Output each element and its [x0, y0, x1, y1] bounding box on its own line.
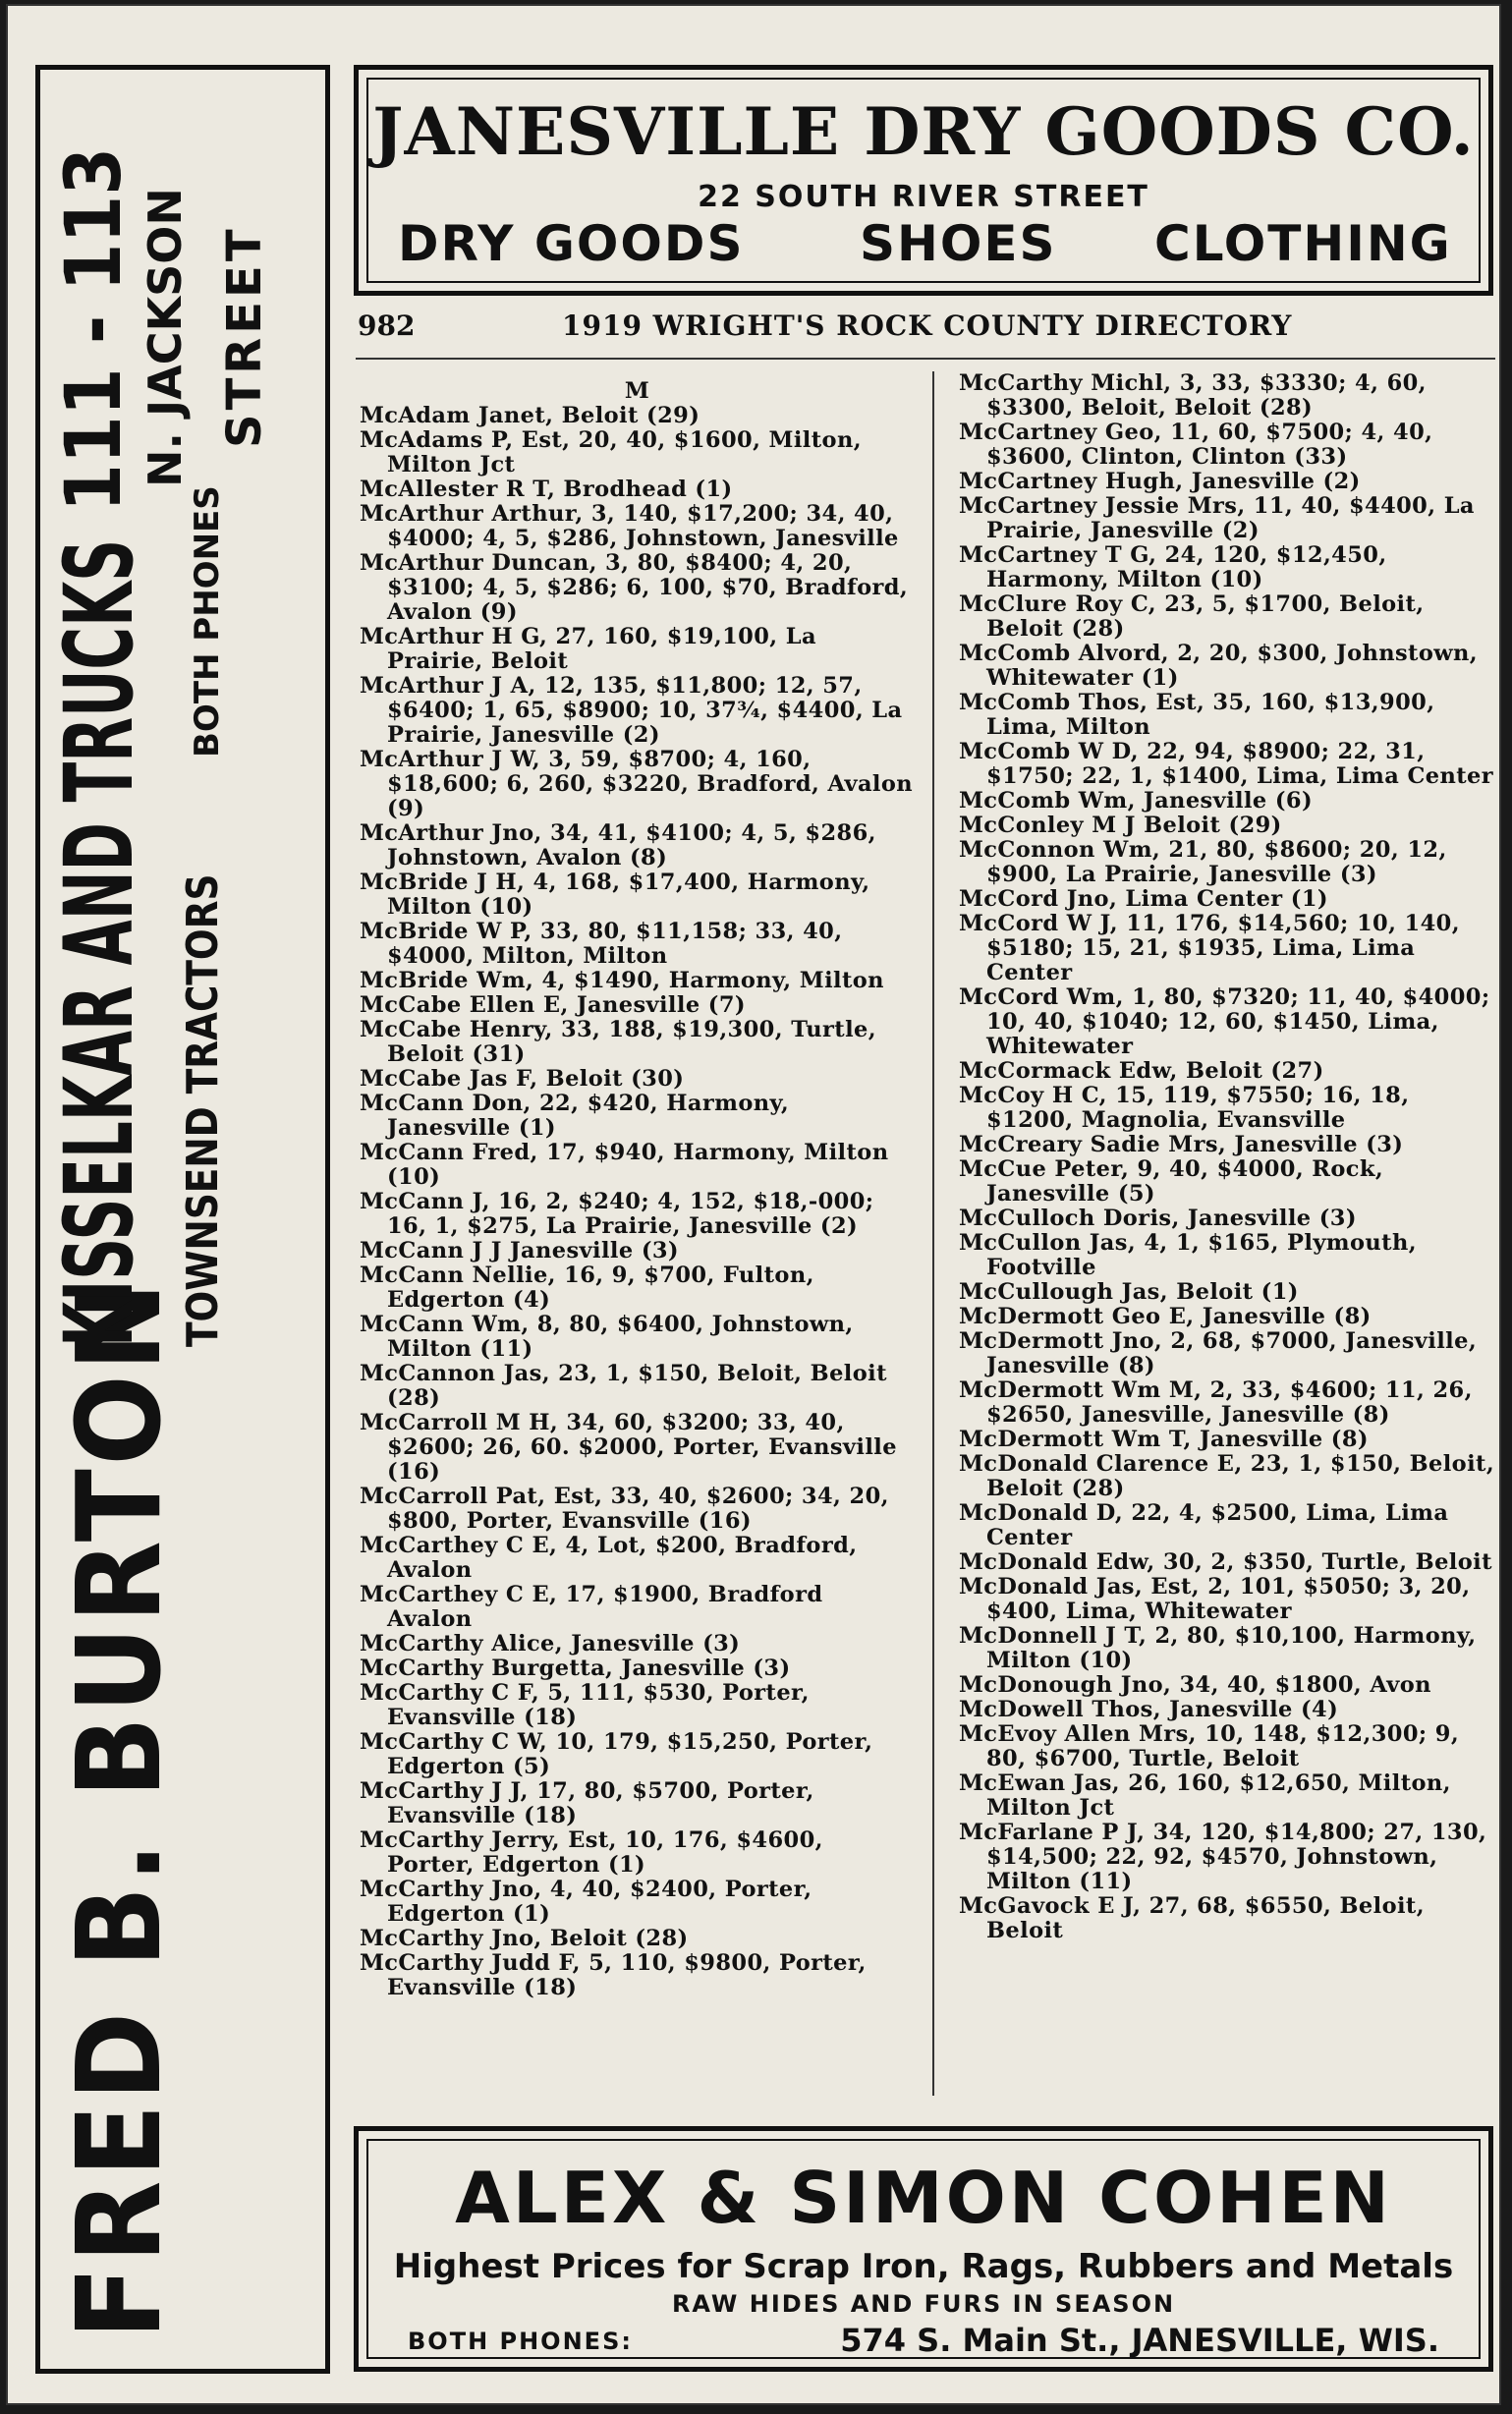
page-header: [356, 306, 1495, 349]
section-letter: M: [624, 378, 650, 404]
directory-entry: McCarthey C E, 4, Lot, $200, Bradford, Avalon: [360, 1533, 858, 1583]
directory-entry: McDermott Geo E, Janesville (8): [959, 1304, 1372, 1329]
directory-entry: McFarlane P J, 34, 120, $14,800; 27, 130, $14,500; 22, 92, $4570, Johnstown, Milton (11): [959, 1820, 1487, 1894]
top-ad-category-clothing: CLOTHING: [1154, 215, 1452, 272]
directory-entry: McBride J H, 4, 168, $17,400, Harmony, Milton (10): [360, 870, 870, 920]
directory-entry: McEvoy Allen Mrs, 10, 148, $12,300; 9, 80, $6700, Turtle, Beloit: [959, 1721, 1460, 1771]
directory-entry: McDowell Thos, Janesville (4): [959, 1697, 1339, 1722]
directory-entry: McConley M J Beloit (29): [959, 813, 1282, 838]
bottom-ad-season: RAW HIDES AND FURS IN SEASON: [671, 2290, 1176, 2318]
right-column: [959, 371, 1499, 1943]
header-rule: [356, 358, 1495, 360]
page-title: 1919 WRIGHT'S ROCK COUNTY DIRECTORY: [562, 309, 1293, 342]
bottom-ad-name: ALEX & SIMON COHEN: [455, 2157, 1392, 2239]
directory-entry: McCarthy Judd F, 5, 110, $9800, Porter, Evansville (18): [360, 1950, 867, 2000]
top-advertisement: [354, 65, 1493, 296]
directory-entry: McCarthy Jno, 4, 40, $2400, Porter, Edgerton (1): [360, 1877, 812, 1927]
directory-entry: McCartney Hugh, Janesville (2): [959, 469, 1361, 494]
directory-entry: McAdams P, Est, 20, 40, $1600, Milton, Milton Jct: [360, 427, 862, 477]
directory-entry: McCann Nellie, 16, 9, $700, Fulton, Edgerton (4): [360, 1263, 814, 1313]
directory-entry: McCarthey C E, 17, $1900, Bradford Avalon: [360, 1582, 823, 1632]
directory-entry: McCartney Jessie Mrs, 11, 40, $4400, La Prairie, Janesville (2): [959, 493, 1475, 543]
directory-entry: McBride Wm, 4, $1490, Harmony, Milton: [360, 968, 884, 993]
directory-page: [6, 4, 1501, 2405]
directory-entry: McDermott Wm T, Janesville (8): [959, 1427, 1369, 1452]
top-ad-category-shoes: SHOES: [860, 215, 1057, 272]
page-number: 982: [358, 309, 416, 342]
directory-entry: McDonald D, 22, 4, $2500, Lima, Lima Center: [959, 1500, 1449, 1550]
side-ad-rotated-content: [40, 70, 325, 2369]
directory-entry: McDonough Jno, 34, 40, $1800, Avon: [959, 1672, 1431, 1698]
bottom-ad-address: 574 S. Main St., JANESVILLE, WIS.: [840, 2322, 1439, 2359]
side-ad-street-name: N. JACKSON: [139, 188, 192, 487]
directory-entry: McCormack Edw, Beloit (27): [959, 1058, 1324, 1084]
directory-entry: McDermott Jno, 2, 68, $7000, Janesville, Janesville (8): [959, 1328, 1478, 1378]
top-ad-inner-border: [366, 78, 1481, 283]
directory-entry: McComb Wm, Janesville (6): [959, 788, 1314, 814]
directory-entry: McCarroll Pat, Est, 33, 40, $2600; 34, 20, $800, Porter, Evansville (16): [360, 1484, 889, 1534]
directory-entry: McCarthy Michl, 3, 33, $3330; 4, 60, $3300, Beloit, Beloit (28): [959, 370, 1427, 421]
directory-entry: McCartney T G, 24, 120, $12,450, Harmony, Milton (10): [959, 542, 1387, 592]
directory-entry: McComb W D, 22, 94, $8900; 22, 31, $1750; 22, 1, $1400, Lima, Lima Center: [959, 739, 1494, 789]
directory-entry: McEwan Jas, 26, 160, $12,650, Milton, Milton Jct: [959, 1770, 1451, 1821]
side-ad-product: KISSELKAR AND TRUCKS: [44, 538, 154, 1347]
directory-entry: McDonald Jas, Est, 2, 101, $5050; 3, 20, $400, Lima, Whitewater: [959, 1574, 1471, 1624]
directory-entry: McCarthy Alice, Janesville (3): [360, 1631, 741, 1656]
directory-entry: McDermott Wm M, 2, 33, $4600; 11, 26, $2650, Janesville, Janesville (8): [959, 1377, 1473, 1428]
directory-entry: McCord Wm, 1, 80, $7320; 11, 40, $4000; 10, 40, $1040; 12, 60, $1450, Lima, Whitewater: [959, 984, 1490, 1059]
directory-entry: McCabe Jas F, Beloit (30): [360, 1066, 685, 1092]
directory-entry: McCannon Jas, 23, 1, $150, Beloit, Beloit (28): [360, 1361, 887, 1411]
directory-entry: McDonnell J T, 2, 80, $10,100, Harmony, Milton (10): [959, 1623, 1477, 1673]
top-ad-title: JANESVILLE DRY GOODS CO.: [372, 93, 1475, 170]
directory-entry: McCarthy Jno, Beloit (28): [360, 1926, 689, 1951]
directory-entry: McArthur H G, 27, 160, $19,100, La Prairie, Beloit: [360, 624, 816, 674]
directory-entry: McCarthy J J, 17, 80, $5700, Porter, Evansville (18): [360, 1778, 814, 1828]
bottom-ad-phones: BOTH PHONES:: [408, 2328, 633, 2355]
side-ad-street-label: STREET: [217, 225, 272, 448]
directory-entry: McCann J, 16, 2, $240; 4, 152, $18,-000; 16, 1, $275, La Prairie, Janesville (2): [360, 1189, 874, 1239]
directory-entry: McCoy H C, 15, 119, $7550; 16, 18, $1200, Magnolia, Evansville: [959, 1083, 1410, 1133]
directory-entry: McCord Jno, Lima Center (1): [959, 886, 1328, 912]
directory-entry: McCartney Geo, 11, 60, $7500; 4, 40, $3600, Clinton, Clinton (33): [959, 420, 1433, 470]
directory-entry: McDonald Clarence E, 23, 1, $150, Beloit, Beloit (28): [959, 1451, 1495, 1501]
directory-entry: McCarthy Burgetta, Janesville (3): [360, 1656, 791, 1681]
bottom-ad-tagline: Highest Prices for Scrap Iron, Rags, Rubbers and Metals: [393, 2247, 1454, 2286]
directory-entry: McBride W P, 33, 80, $11,158; 33, 40, $4000, Milton, Milton: [360, 919, 843, 969]
directory-entry: McConnon Wm, 21, 80, $8600; 20, 12, $900, La Prairie, Janesville (3): [959, 837, 1447, 887]
directory-entry: McClure Roy C, 23, 5, $1700, Beloit, Beloit (28): [959, 591, 1425, 642]
directory-entry: McCann Fred, 17, $940, Harmony, Milton (10): [360, 1140, 889, 1190]
directory-entry: McCabe Henry, 33, 188, $19,300, Turtle, Beloit (31): [360, 1017, 876, 1067]
directory-entry: McCullough Jas, Beloit (1): [959, 1279, 1299, 1305]
directory-entry: McCann Wm, 8, 80, $6400, Johnstown, Milton (11): [360, 1312, 854, 1362]
directory-entry: McGavock E J, 27, 68, $6550, Beloit, Beloit: [959, 1893, 1425, 1943]
directory-entry: McAllester R T, Brodhead (1): [360, 477, 733, 502]
directory-entry: McCord W J, 11, 176, $14,560; 10, 140, $5180; 15, 21, $1935, Lima, Lima Center: [959, 911, 1460, 985]
top-ad-address: 22 SOUTH RIVER STREET: [698, 180, 1149, 214]
directory-entry: McCarthy Jerry, Est, 10, 176, $4600, Porter, Edgerton (1): [360, 1827, 823, 1878]
directory-entry: McCabe Ellen E, Janesville (7): [360, 992, 746, 1018]
directory-entry: McCreary Sadie Mrs, Janesville (3): [959, 1132, 1404, 1157]
directory-entry: McArthur J W, 3, 59, $8700; 4, 160, $18,600; 6, 260, $3220, Bradford, Avalon (9): [360, 747, 914, 821]
directory-entry: McDonald Edw, 30, 2, $350, Turtle, Beloit: [959, 1549, 1492, 1575]
directory-entry: McCue Peter, 9, 40, $4000, Rock, Janesville (5): [959, 1156, 1384, 1207]
directory-entry: McArthur Jno, 34, 41, $4100; 4, 5, $286, Johnstown, Avalon (8): [360, 820, 876, 870]
directory-entry: McAdam Janet, Beloit (29): [360, 403, 700, 428]
directory-entry: McComb Thos, Est, 35, 160, $13,900, Lima, Milton: [959, 690, 1435, 740]
directory-entry: McCarroll M H, 34, 60, $3200; 33, 40, $2600; 26, 60. $2000, Porter, Evansville (16): [360, 1410, 897, 1485]
side-advertisement: [35, 65, 330, 2374]
side-ad-name: FRED B. BURTON: [51, 1278, 187, 2339]
directory-entry: McCann J J Janesville (3): [360, 1238, 679, 1263]
bottom-ad-inner-border: [366, 2139, 1481, 2359]
directory-entry: McCarthy C W, 10, 179, $15,250, Porter, Edgerton (5): [360, 1729, 873, 1779]
bottom-advertisement: [354, 2126, 1493, 2372]
side-ad-tractors: TOWNSEND TRACTORS: [178, 873, 228, 1347]
directory-entry: McCullon Jas, 4, 1, $165, Plymouth, Footville: [959, 1230, 1417, 1280]
side-ad-street-number: 111 - 113: [50, 146, 139, 512]
directory-entry: McCarthy C F, 5, 111, $530, Porter, Evansville (18): [360, 1680, 810, 1730]
directory-entry: McCann Don, 22, $420, Harmony, Janesville (1): [360, 1091, 790, 1141]
left-column: [360, 379, 915, 2000]
directory-entry: McArthur Arthur, 3, 140, $17,200; 34, 40, $4000; 4, 5, $286, Johnstown, Janesville: [360, 501, 899, 551]
directory-entry: McComb Alvord, 2, 20, $300, Johnstown, Whitewater (1): [959, 641, 1479, 691]
directory-entry: McArthur Duncan, 3, 80, $8400; 4, 20, $3100; 4, 5, $286; 6, 100, $70, Bradford, Avalon (9): [360, 550, 909, 625]
directory-entry: McCulloch Doris, Janesville (3): [959, 1206, 1357, 1231]
directory-entry: McArthur J A, 12, 135, $11,800; 12, 57, $6400; 1, 65, $8900; 10, 37¾, $4400, La Prairie, Janesville (2): [360, 673, 903, 748]
side-ad-phones: BOTH PHONES: [188, 485, 227, 758]
top-ad-category-dry-goods: DRY GOODS: [398, 215, 745, 272]
column-divider: [932, 371, 934, 2096]
